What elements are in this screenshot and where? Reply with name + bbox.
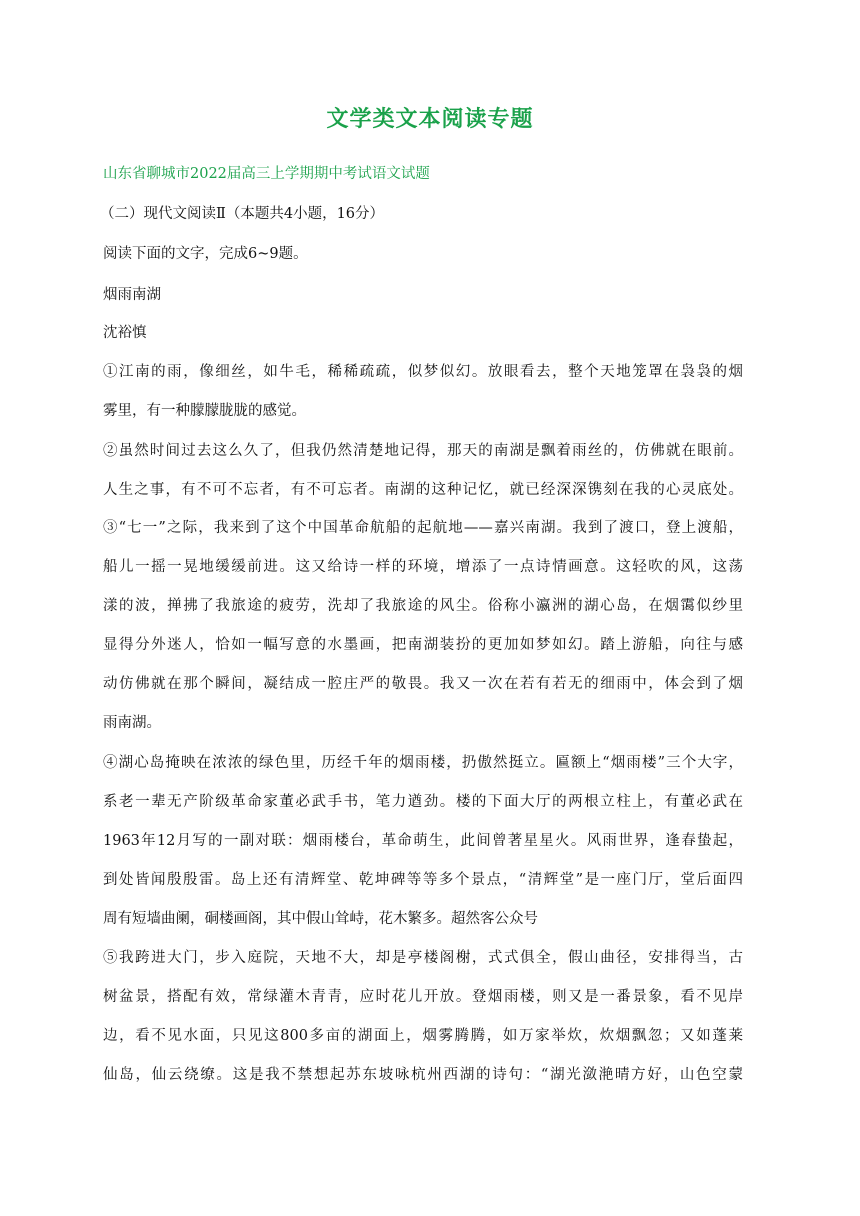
- paragraph-line: ⑤我跨进大门，步入庭院，天地不大，却是亭楼阁榭，式式俱全，假山曲径，安排得当，古: [103, 950, 743, 966]
- paragraph-line: 人生之事，有不可不忘者，有不可忘者。南湖的这种记忆，就已经深深镌刻在我的心灵底处。: [103, 482, 743, 498]
- paragraph-line: 1963年12月写的一副对联：烟雨楼台，革命萌生，此间曾著星星火。风雨世界，逢春蛰起，: [103, 833, 743, 849]
- paragraph-line: ②虽然时间过去这么久了，但我仍然清楚地记得，那天的南湖是飘着雨丝的，仿佛就在眼前。: [103, 443, 743, 459]
- article-title: 烟雨南湖: [103, 287, 161, 303]
- paragraph-line: 雨南湖。: [103, 715, 161, 731]
- paragraph-line: 周有短墙曲阑，硐楼画阁，其中假山耸峙，花木繁多。超然客公众号: [103, 911, 538, 927]
- author-name: 沈裕慎: [103, 325, 147, 341]
- source-line: 山东省聊城市2022届高三上学期期中考试语文试题: [103, 166, 430, 182]
- paragraph-line: 雾里，有一种朦朦胧胧的感觉。: [103, 403, 306, 419]
- paragraph-line: 船儿一摇一晃地缓缓前进。这又给诗一样的环境，增添了一点诗情画意。这轻吹的风，这荡: [103, 559, 743, 575]
- section-heading: （二）现代文阅读Ⅱ（本题共4小题，16分）: [100, 206, 385, 222]
- paragraph-line: ④湖心岛掩映在浓浓的绿色里，历经千年的烟雨楼，扔傲然挺立。匾额上“烟雨楼”三个大字，: [103, 755, 743, 771]
- paragraph-line: 系老一辈无产阶级革命家董必武手书，笔力遒劲。楼的下面大厅的两根立柱上，有董必武在: [103, 794, 743, 810]
- paragraph-line: 到处皆闻殷殷雷。岛上还有清辉堂、乾坤碑等等多个景点，“清辉堂”是一座门厅，堂后面四: [103, 872, 743, 888]
- paragraph-line: 动仿佛就在那个瞬间，凝结成一腔庄严的敬畏。我又一次在若有若无的细雨中，体会到了烟: [103, 676, 743, 692]
- paragraph-line: ①江南的雨，像细丝，如牛毛，稀稀疏疏，似梦似幻。放眼看去，整个天地笼罩在袅袅的烟: [103, 364, 743, 380]
- paragraph-line: 仙岛，仙云绕缭。这是我不禁想起苏东坡咏杭州西湖的诗句：“湖光潋滟晴方好，山色空蒙: [103, 1067, 743, 1083]
- paragraph-line: 显得分外迷人，恰如一幅写意的水墨画，把南湖装扮的更加如梦如幻。踏上游船，向往与感: [103, 637, 743, 653]
- paragraph-line: 树盆景，搭配有效，常绿灌木青青，应时花儿开放。登烟雨楼，则又是一番景象，看不见岸: [103, 989, 743, 1005]
- paragraph-line: ③“七一”之际，我来到了这个中国革命航船的起航地——嘉兴南湖。我到了渡口，登上渡船，: [103, 520, 743, 536]
- paragraph-line: 漾的波，掸拂了我旅途的疲劳，洗却了我旅途的风尘。俗称小瀛洲的湖心岛，在烟霭似纱里: [103, 598, 743, 614]
- instruction-line: 阅读下面的文字，完成6~9题。: [103, 246, 308, 262]
- document-title: 文学类文本阅读专题: [326, 106, 534, 132]
- paragraph-line: 边，看不见水面，只见这800多亩的湖面上，烟雾腾腾，如万家举炊，炊烟飘忽；又如蓬莱: [103, 1028, 743, 1044]
